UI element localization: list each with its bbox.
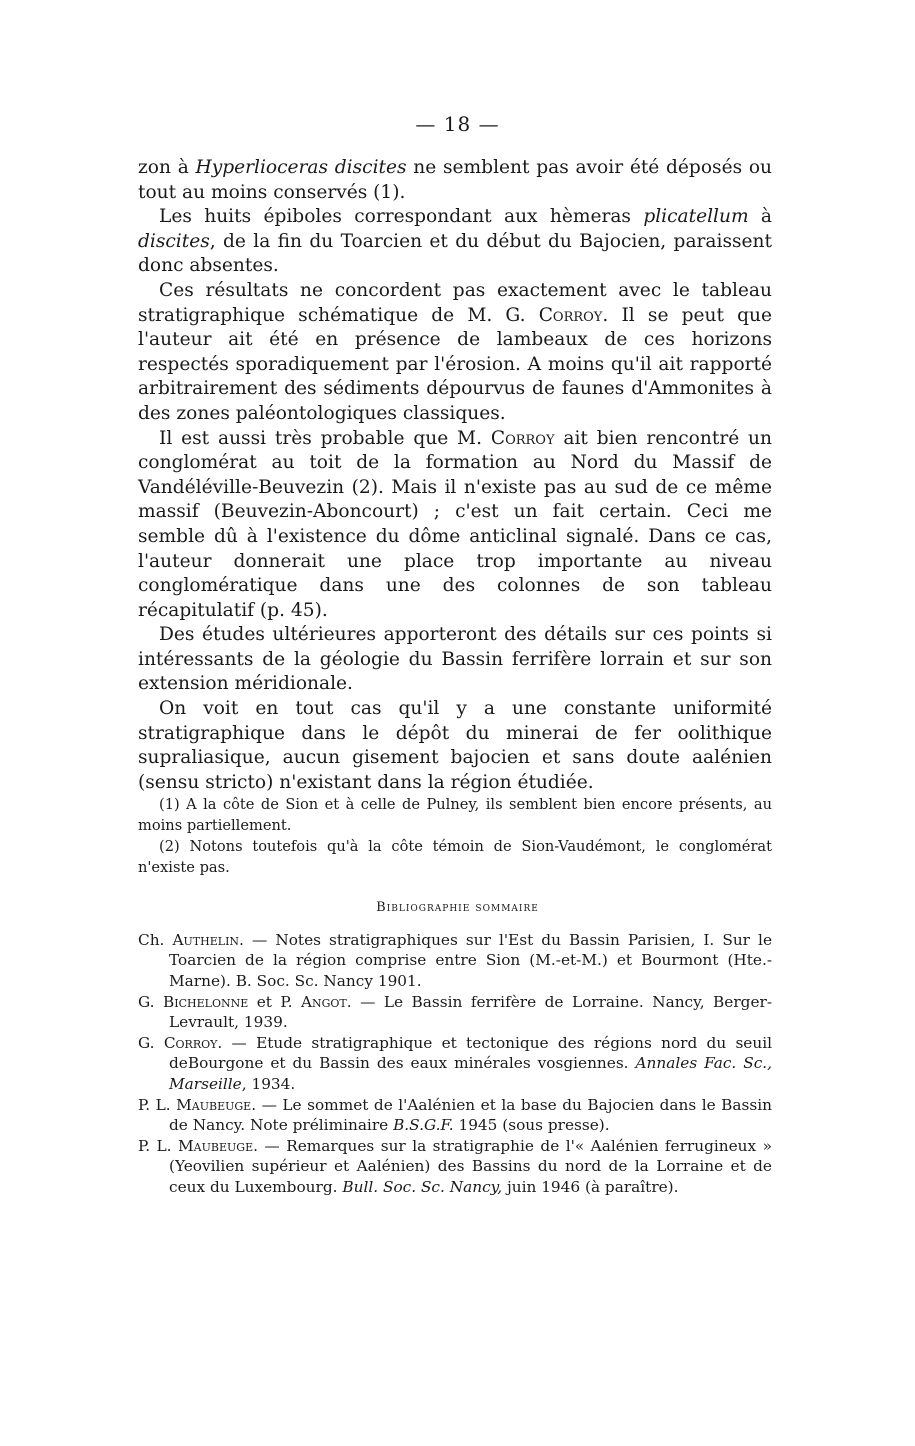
author-name: Maubeuge: [178, 1137, 254, 1156]
text-run: Ces résultats ne concordent pas exactement avec le tableau stratigraphique schématique de M. G.: [138, 279, 772, 326]
text-run: P. L.: [138, 1095, 177, 1114]
page-number: — 18 —: [415, 112, 500, 136]
author-name: Angot: [300, 992, 347, 1011]
text-run: , 1934.: [241, 1074, 296, 1093]
paragraph: [138, 427, 772, 624]
text-run: . — Le sommet de l'Aalénien et la base du Bajocien dans le Bassin de Nancy. Note préliminaire: [169, 1095, 772, 1135]
italic-text: discites: [138, 230, 210, 252]
main-text: [138, 156, 772, 795]
text-run: G.: [138, 992, 164, 1011]
author-name: Corroy: [490, 427, 555, 449]
bibliography: [138, 930, 772, 1198]
text-run: P. L.: [138, 1137, 179, 1156]
text-run: On voit en tout cas qu'il y a une constante uniformité stratigraphique dans le dépôt du minerai de fer oolithique supraliasique, aucun gisement bajocien et sans doute aalénien (sensu stricto) n'existant dans la région étudiée.: [138, 698, 772, 793]
text-run: et P.: [248, 992, 301, 1011]
author-name: Corroy: [163, 1034, 218, 1053]
author-name: Corroy: [538, 304, 603, 326]
paragraph: [138, 279, 772, 427]
paragraph: [138, 697, 772, 795]
text-run: à: [748, 206, 773, 228]
bibliography-entry: [138, 930, 772, 991]
paragraph: [138, 156, 772, 205]
text-run: Il est aussi très probable que M.: [159, 427, 491, 449]
text-run: 1945 (sous presse).: [453, 1116, 610, 1135]
paragraph: [138, 205, 772, 279]
italic-text: Bull. Soc. Sc. Nancy,: [342, 1177, 503, 1196]
italic-text: Annales Fac. Sc., Marseille: [169, 1054, 772, 1093]
text-run: G.: [138, 1034, 164, 1053]
text-run: . — Le Bassin ferrifère de Lorraine. Nancy, Berger-Levrault, 1939.: [169, 992, 772, 1032]
italic-text: B.S.G.F.: [393, 1116, 454, 1135]
text-run: . — Remarques sur la stratigraphie de l'« Aalénien ferrugineux » (Yeovilien supérieur et Aalénien) des Bassins du nord de la Lorraine et de ceux du Luxembourg.: [169, 1137, 772, 1196]
footnote: (1) A la côte de Sion et à celle de Pulney, ils semblent bien encore présents, au moins partiellement.: [138, 796, 772, 834]
text-run: ait bien rencontré un conglomérat au toit de la formation au Nord du Massif de Vandéléville-Beuvezin (2). Mais il n'existe pas au sud de ce même massif (Beuvezin-Aboncourt) ; c'est un fait certain. Ceci me semble dû à l'existence du dôme anticlinal signalé. Dans ce cas, l'auteur donnerait une place trop importante au niveau conglomératique dans une des colonnes de son tableau récapitulatif (p. 45).: [138, 427, 772, 621]
bibliography-entry: [138, 992, 772, 1033]
bibliography-entry: [138, 1033, 772, 1094]
bibliography-entry: [138, 1095, 772, 1136]
paragraph: [138, 623, 772, 697]
author-name: Bichelonne: [163, 992, 249, 1011]
text-run: . — Etude stratigraphique et tectonique des régions nord du seuil deBourgone et du Bassin des eaux minérales vosgiennes.: [169, 1034, 772, 1073]
footnotes: [138, 794, 772, 878]
text-run: . Il se peut que l'auteur ait été en présence de lambeaux de ces horizons respectés sporadiquement par l'érosion. A moins qu'il ait rapporté arbitrairement des sédiments dépourvus de faunes d'Ammonites à des zones paléontologiques classiques.: [138, 304, 773, 424]
footnote: (2) Notons toutefois qu'à la côte témoin de Sion-Vaudémont, le conglomérat n'existe pas.: [138, 838, 772, 876]
italic-text: plicatellum: [643, 206, 749, 228]
bibliography-entry: [138, 1136, 772, 1197]
text-run: juin 1946 (à paraître).: [502, 1177, 679, 1196]
author-name: Maubeuge: [176, 1095, 252, 1114]
bibliography-title: Bibliographie sommaire: [376, 900, 539, 915]
text-run: Des études ultérieures apporteront des détails sur ces points si intéressants de la géologie du Bassin ferrifère lorrain et sur son extension méridionale.: [138, 624, 772, 695]
text-run: . — Notes stratigraphiques sur l'Est du Bassin Parisien, I. Sur le Toarcien de la région comprise entre Sion (M.-et-M.) et Bourmont (Hte.-Marne). B. Soc. Sc. Nancy 1901.: [169, 931, 772, 990]
text-run: Les huits épiboles correspondant aux hèmeras: [159, 206, 644, 228]
italic-text: Hyperlioceras discites: [195, 157, 407, 178]
text-run: Ch.: [138, 931, 173, 949]
author-name: Authelin: [172, 931, 240, 949]
text-run: zon à: [138, 157, 196, 178]
text-run: , de la fin du Toarcien et du début du Bajocien, paraissent donc absentes.: [138, 230, 772, 277]
text-run: ne semblent pas avoir été déposés ou tout au moins conservés (1).: [138, 157, 773, 203]
